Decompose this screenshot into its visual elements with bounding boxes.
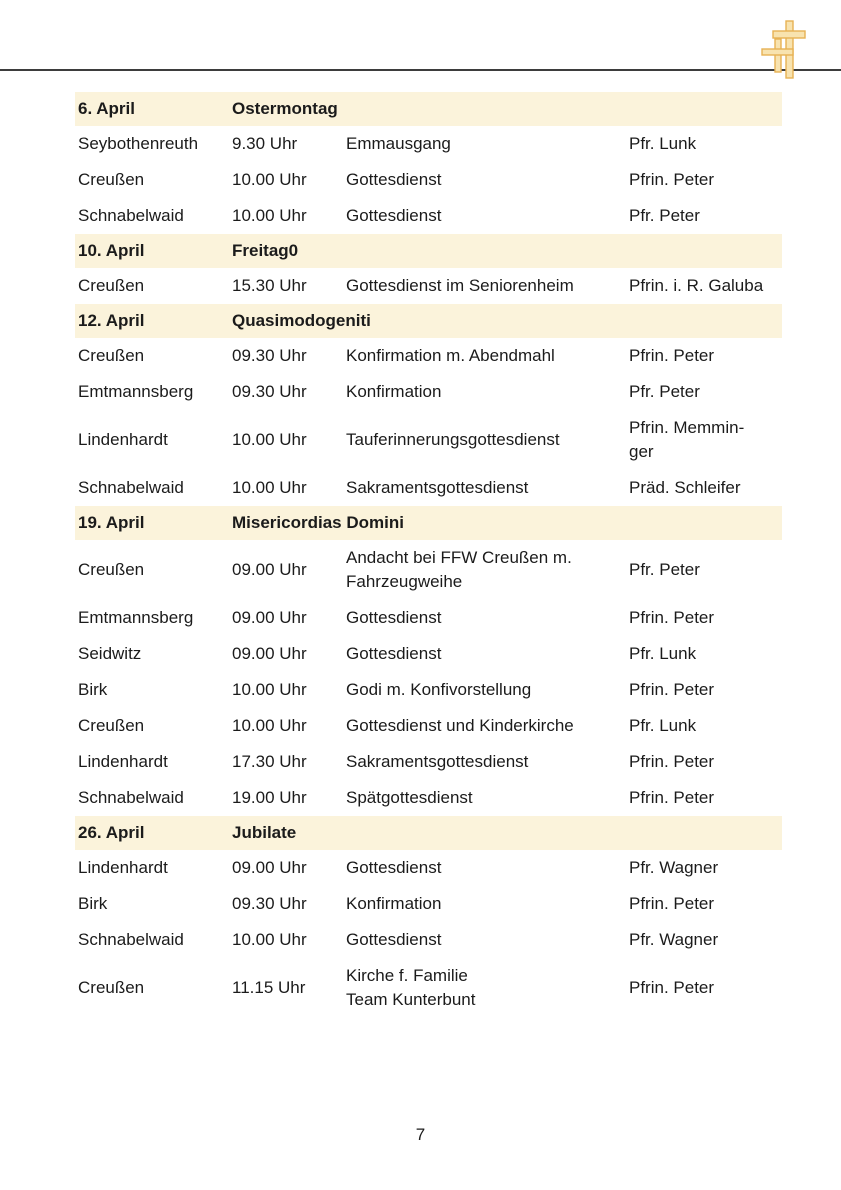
minister-line: Pfrin. Memmin- [629, 418, 745, 437]
table-row [75, 198, 782, 234]
time-cell: 10.00 Uhr [232, 170, 307, 189]
time-cell: 15.30 Uhr [232, 276, 307, 295]
event-line: Kirche f. Familie [346, 966, 468, 985]
date-label: 10. April [78, 241, 145, 260]
time-cell: 17.30 Uhr [232, 752, 307, 771]
header-divider-line [0, 69, 841, 71]
table-row [75, 636, 782, 672]
event-cell: Gottesdienst und Kinderkirche [346, 716, 574, 735]
minister-cell: Präd. Schleifer [629, 478, 741, 497]
time-cell: 11.15 Uhr [232, 978, 306, 997]
event-cell: Gottesdienst [346, 644, 442, 663]
minister-cell: Pfr. Lunk [629, 716, 697, 735]
minister-cell: Pfr. Wagner [629, 930, 719, 949]
event-cell: Tauferinnerungsgottesdienst [346, 430, 560, 449]
minister-cell: Pfr. Peter [629, 382, 700, 401]
table-row [75, 374, 782, 410]
sunday-name-label: Quasimodogeniti [232, 311, 371, 330]
sunday-name-label: Freitag0 [232, 241, 299, 260]
minister-cell: Pfrin. Peter [629, 680, 715, 699]
time-cell: 09.00 Uhr [232, 858, 307, 877]
place-cell: Emtmannsberg [78, 382, 194, 401]
table-row [75, 162, 782, 198]
place-cell: Creußen [78, 560, 145, 579]
minister-cell: Pfr. Peter [629, 560, 700, 579]
event-cell [346, 546, 629, 594]
time-cell: 09.00 Uhr [232, 644, 307, 663]
place-cell: Creußen [78, 716, 145, 735]
time-cell: 10.00 Uhr [232, 430, 307, 449]
sunday-name-label: Jubilate [232, 823, 297, 842]
event-cell: Konfirmation [346, 382, 442, 401]
date-label: 12. April [78, 311, 145, 330]
double-cross-icon [760, 16, 810, 82]
table-row [75, 126, 782, 162]
event-cell: Gottesdienst im Seniorenheim [346, 276, 574, 295]
place-cell: Creußen [78, 276, 145, 295]
minister-line-2: ger [629, 442, 654, 461]
place-cell: Birk [78, 894, 108, 913]
date-label: 26. April [78, 823, 145, 842]
event-cell: Sakramentsgottesdienst [346, 752, 529, 771]
table-row [75, 470, 782, 506]
time-cell: 09.00 Uhr [232, 608, 307, 627]
event-line-2: Team Kunterbunt [346, 990, 476, 1009]
minister-cell: Pfrin. Peter [629, 346, 715, 365]
place-cell: Creußen [78, 170, 145, 189]
minister-cell: Pfrin. Peter [629, 170, 715, 189]
table-row [75, 708, 782, 744]
minister-cell: Pfrin. Peter [629, 978, 715, 997]
table-row [75, 600, 782, 636]
time-cell: 9.30 Uhr [232, 134, 298, 153]
place-cell: Creußen [78, 346, 145, 365]
minister-cell: Pfrin. Peter [629, 752, 715, 771]
event-cell: Sakramentsgottesdienst [346, 478, 529, 497]
table-row [75, 672, 782, 708]
minister-cell: Pfrin. i. R. Galuba [629, 276, 764, 295]
date-header-row [75, 92, 782, 126]
time-cell: 10.00 Uhr [232, 716, 307, 735]
place-cell: Schnabelwaid [78, 788, 184, 807]
time-cell: 09.00 Uhr [232, 560, 307, 579]
table-row [75, 410, 782, 470]
event-cell: Gottesdienst [346, 170, 442, 189]
page-number: 7 [415, 1125, 426, 1144]
place-cell: Birk [78, 680, 108, 699]
table-row [75, 922, 782, 958]
minister-cell: Pfr. Peter [629, 206, 700, 225]
time-cell: 10.00 Uhr [232, 478, 307, 497]
place-cell: Schnabelwaid [78, 206, 184, 225]
event-cell: Konfirmation [346, 894, 442, 913]
service-schedule-table [75, 92, 782, 1018]
time-cell: 10.00 Uhr [232, 680, 307, 699]
event-line-2: Fahrzeugweihe [346, 572, 463, 591]
place-cell: Seidwitz [78, 644, 142, 663]
place-cell: Lindenhardt [78, 858, 168, 877]
minister-cell: Pfrin. Peter [629, 608, 715, 627]
time-cell: 09.30 Uhr [232, 346, 307, 365]
minister-cell: Pfr. Lunk [629, 134, 697, 153]
date-header-row [75, 506, 782, 540]
place-cell: Lindenhardt [78, 752, 168, 771]
date-header-row [75, 816, 782, 850]
table-row [75, 886, 782, 922]
event-cell: Gottesdienst [346, 930, 442, 949]
table-row [75, 850, 782, 886]
table-row [75, 958, 782, 1018]
time-cell: 19.00 Uhr [232, 788, 307, 807]
time-cell: 09.30 Uhr [232, 382, 307, 401]
time-cell: 10.00 Uhr [232, 206, 307, 225]
date-header-row [75, 304, 782, 338]
place-cell: Schnabelwaid [78, 478, 184, 497]
time-cell: 09.30 Uhr [232, 894, 307, 913]
date-header-row [75, 234, 782, 268]
event-cell: Gottesdienst [346, 206, 442, 225]
time-cell: 10.00 Uhr [232, 930, 307, 949]
minister-cell: Pfr. Lunk [629, 644, 697, 663]
event-cell: Gottesdienst [346, 608, 442, 627]
event-cell: Konfirmation m. Abendmahl [346, 346, 555, 365]
minister-cell: Pfrin. Peter [629, 894, 715, 913]
event-cell [346, 964, 629, 1012]
event-cell: Gottesdienst [346, 858, 442, 877]
table-row [75, 338, 782, 374]
place-cell: Seybothenreuth [78, 134, 199, 153]
minister-cell: Pfrin. Peter [629, 788, 715, 807]
minister-cell: Pfr. Wagner [629, 858, 719, 877]
place-cell: Creußen [78, 978, 145, 997]
table-row [75, 540, 782, 600]
sunday-name-label: Misericordias Domini [232, 513, 404, 532]
table-row [75, 744, 782, 780]
event-cell: Emmausgang [346, 134, 451, 153]
sunday-name-label: Ostermontag [232, 99, 338, 118]
date-label: 6. April [78, 99, 135, 118]
place-cell: Lindenhardt [78, 430, 168, 449]
event-cell: Spätgottesdienst [346, 788, 473, 807]
table-row [75, 780, 782, 816]
table-row [75, 268, 782, 304]
event-cell: Godi m. Konfivorstellung [346, 680, 532, 699]
minister-cell [629, 416, 782, 464]
date-label: 19. April [78, 513, 145, 532]
event-line: Andacht bei FFW Creußen m. [346, 548, 572, 567]
place-cell: Schnabelwaid [78, 930, 184, 949]
place-cell: Emtmannsberg [78, 608, 194, 627]
